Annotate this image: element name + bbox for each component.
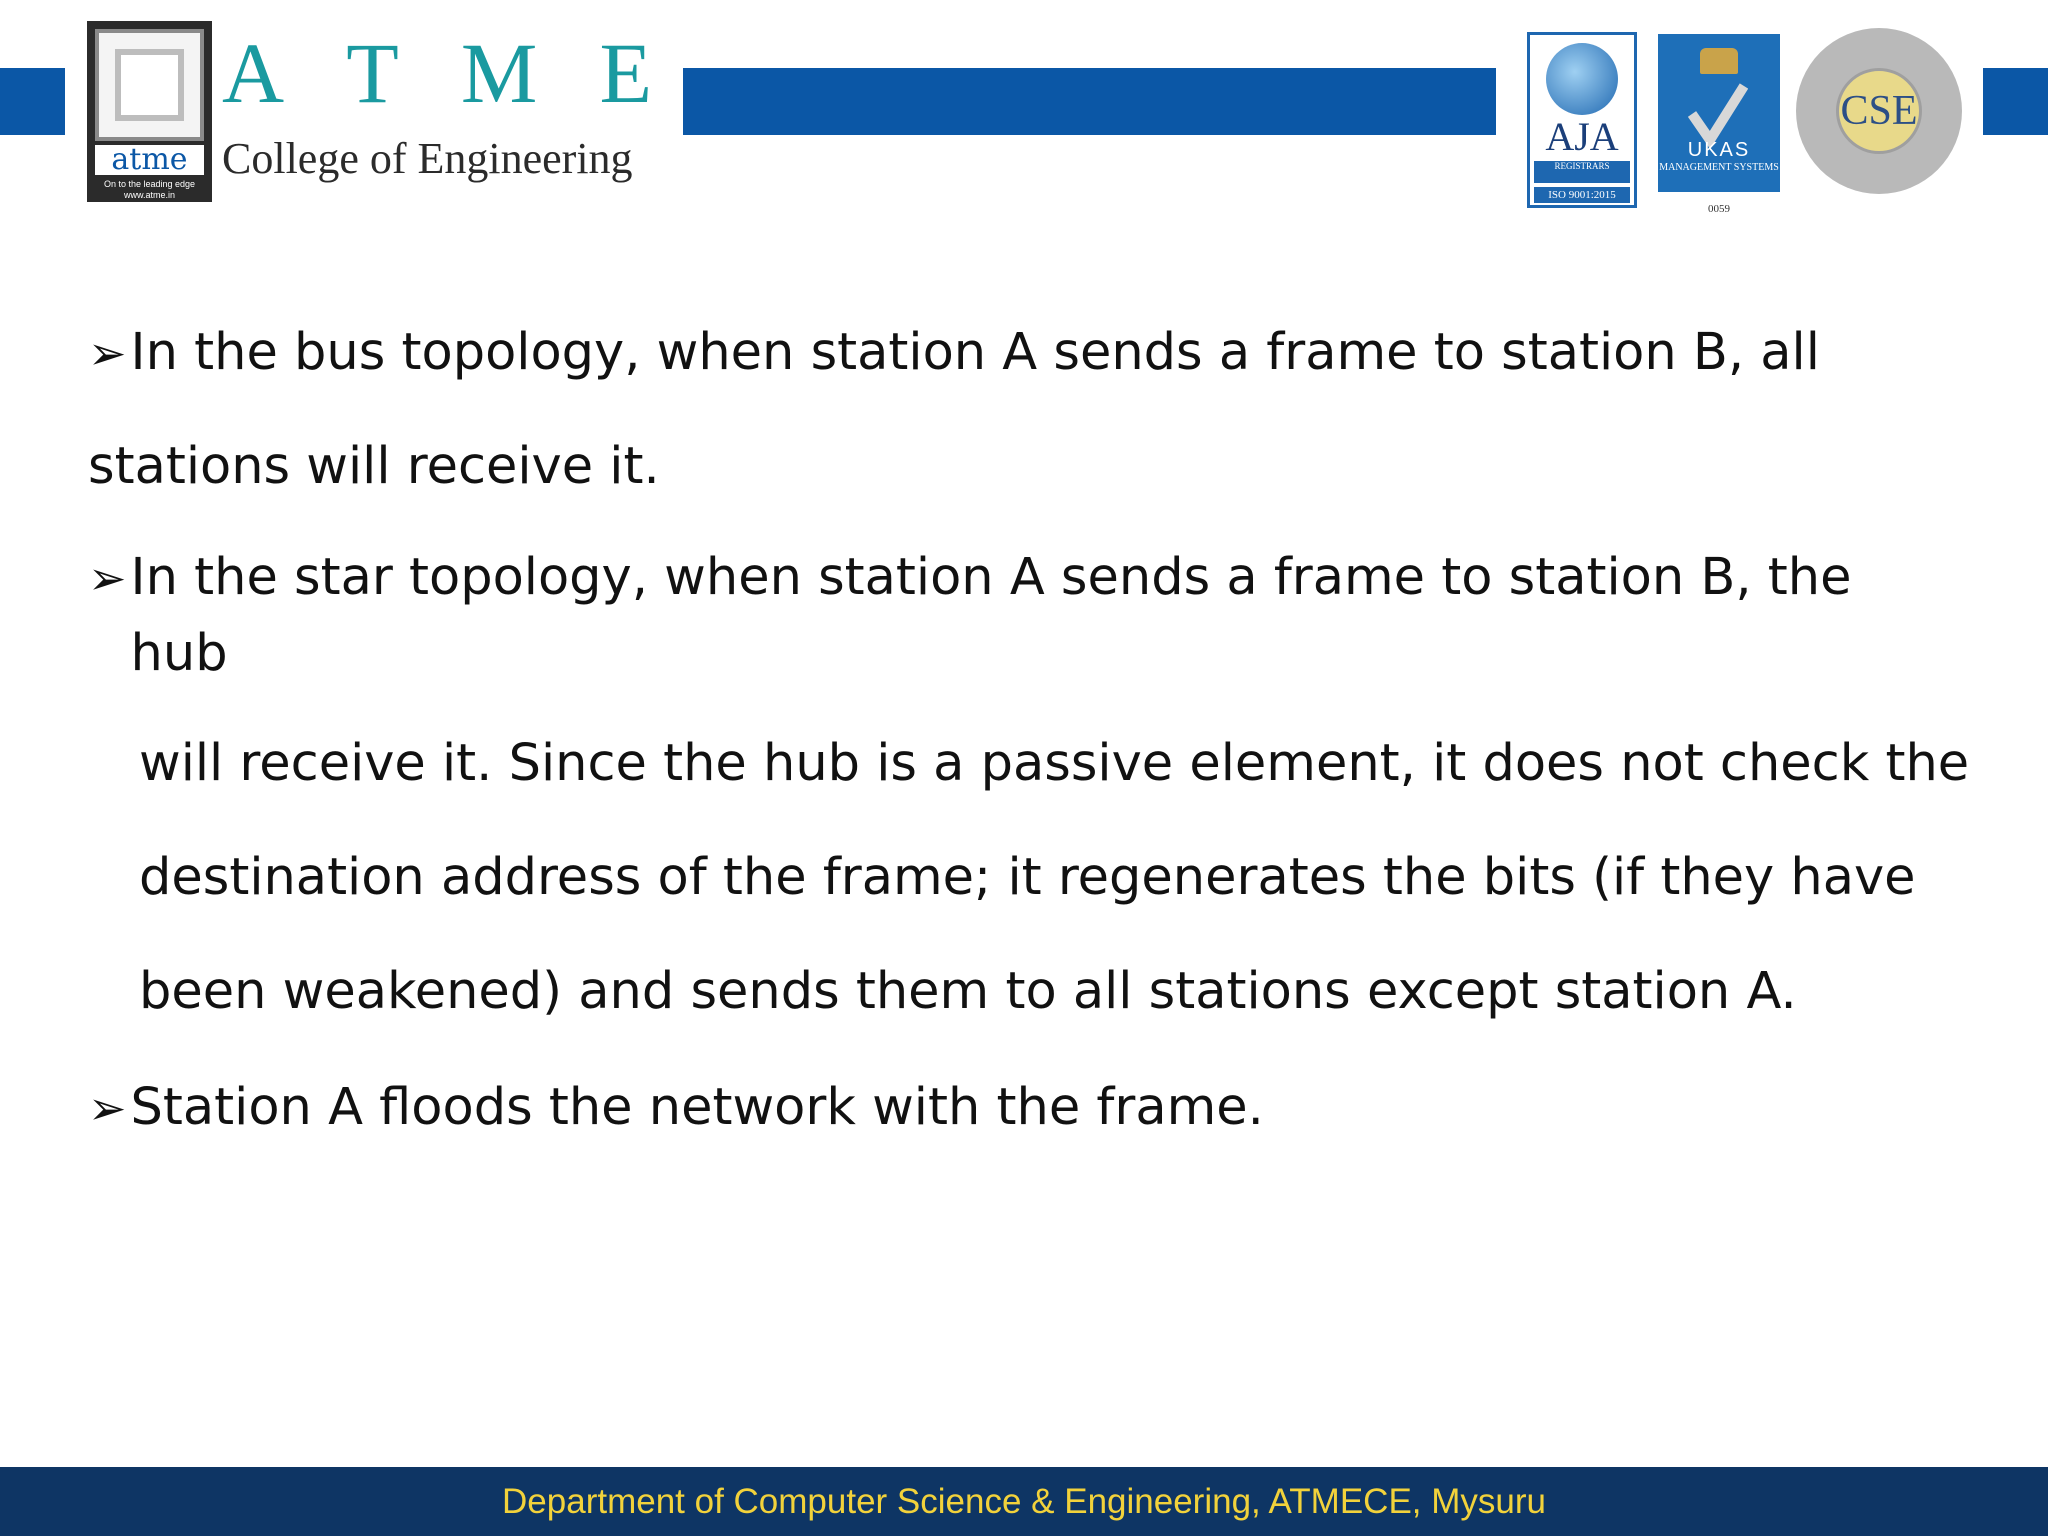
bullet-line: destination address of the frame; it regenerates the bits (if they have — [139, 848, 1916, 907]
ukas-certification-logo — [1658, 34, 1780, 192]
bullet-flooding — [88, 1051, 1988, 1165]
ukas-sub: MANAGEMENT SYSTEMS — [1659, 162, 1779, 173]
college-name: College of Engineering — [222, 134, 633, 183]
arrow-bullet-icon: ➢ — [88, 326, 127, 380]
ukas-name: UKAS — [1687, 139, 1751, 161]
cse-seal-text: CSE — [1836, 68, 1922, 154]
bullet-text: In the bus topology, when station A sends a frame to station B, all stations will receive it. — [88, 323, 1820, 496]
aja-name: AJA — [1545, 114, 1619, 159]
atme-letter: M — [460, 25, 538, 121]
bullet-line: will receive it. Since the hub is a passive element, it does not check the — [139, 734, 1970, 793]
aja-iso: ISO 9001:2015 — [1534, 187, 1630, 203]
atme-logo — [87, 21, 212, 202]
atme-title — [222, 25, 652, 121]
logo-url-text: www.atme.in — [123, 190, 176, 200]
bullet-text: In the star topology, when station A sends a frame to station B, the hub — [130, 548, 1852, 683]
atme-logo-emblem — [95, 29, 204, 141]
arrow-bullet-icon: ➢ — [88, 1081, 127, 1135]
bullet-line: been weakened) and sends them to all stations except station A. — [139, 962, 1797, 1021]
atme-letter: E — [599, 25, 652, 121]
globe-icon — [1546, 43, 1618, 115]
header-band-left — [0, 68, 65, 135]
logo-tagline-text: On to the leading edge — [103, 179, 196, 189]
arrow-bullet-icon: ➢ — [88, 551, 127, 605]
bullet-star-topology-continuation — [139, 707, 2019, 1049]
crown-icon — [1700, 48, 1738, 74]
footer-bar — [0, 1467, 2048, 1536]
bullet-star-topology — [88, 521, 1988, 692]
atme-letter: A — [222, 25, 285, 121]
aja-certification-logo — [1527, 32, 1637, 208]
atme-letter: T — [346, 25, 399, 121]
footer-text: Department of Computer Science & Engineering, ATMECE, Mysuru — [502, 1482, 1546, 1521]
aja-registrars: REGISTRARS — [1534, 161, 1630, 183]
atme-logo-tagline — [95, 179, 204, 201]
header-band-middle — [683, 68, 1496, 135]
atme-logo-word: atme — [95, 145, 204, 175]
bullet-text: Station A floods the network with the frame. — [130, 1078, 1264, 1137]
cse-seal-logo — [1796, 28, 1962, 194]
bullet-bus-topology — [88, 296, 1988, 524]
header-band-right — [1983, 68, 2048, 135]
ukas-number: 0059 — [1708, 203, 1730, 215]
